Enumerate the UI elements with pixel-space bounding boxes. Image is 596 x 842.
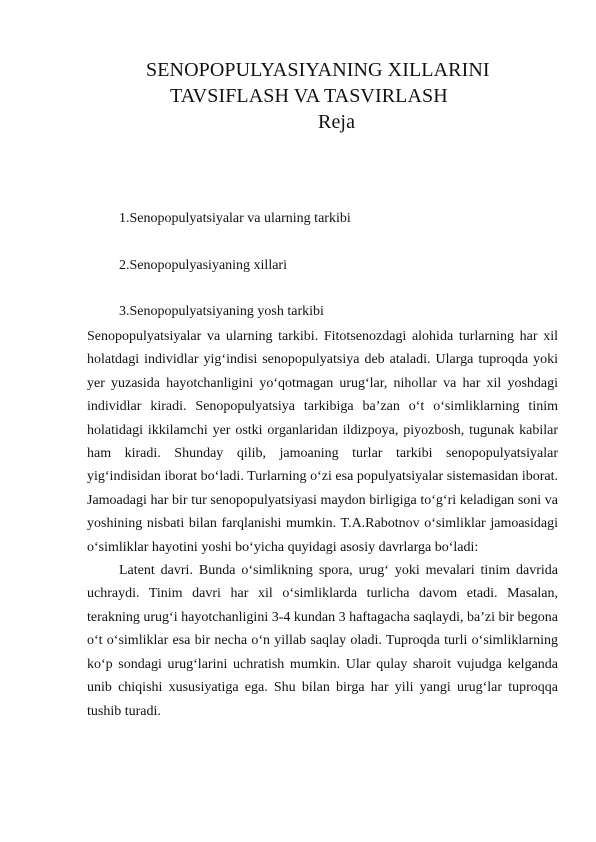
body-paragraph: Latent davri. Bunda o‘simlikning spora, urug‘ yoki mevalari tinim davrida uchraydi. Tinim davri har xil o‘simliklarda turlicha davom etadi. Masalan, terakning urug‘i hayotchanligini 3-4 kundan 3 haftagacha saqlaydi, ba’zi bir begona o‘t o‘simliklar esa bir necha o‘n yillab saqlay oladi. Tuproqda turli o‘simliklarning ko‘p sondagi urug‘larini uchratish mumkin. Ular qulay sharoit vujudga kelganda unib chiqishi xususiyatiga ega. Shu bilan birga har yili yangi urug‘lar tuproqqa tushib turadi. <box>87 563 558 719</box>
document-title-line-1: SENOPOPULYASIYANING XILLARINI <box>146 59 490 81</box>
document-title-line-2: TAVSIFLASH VA TASVIRLASH <box>170 85 448 107</box>
body-paragraph: Senopopulyatsiyalar va ularning tarkibi. Fitotsenozdagi alohida turlarning har xil holatdagi individlar yig‘indisi senopopulyatsiya deb ataladi. Ularga tuproqda yoki yer yuzasida hayotchanligini yo‘qotmagan urug‘lar, nihollar va har xil yoshdagi individlar kiradi. Senopopulyatsiya tarkibiga ba’zan o‘t o‘simliklarning tinim holatidagi ikkilamchi yer ostki organlaridan ildizpoya, piyozbosh, tugunak kabilar ham kiradi. Shunday qilib, jamoaning turlar tarkibi senopopulyatsiyalar yig‘indisidan iborat bo‘ladi. Turlarning o‘zi esa populyatsiyalar sistemasidan iborat. Jamoadagi har bir tur senopopulyatsiyasi maydon birligiga to‘g‘ri keladigan soni va yoshining nisbati bilan farqlanishi mumkin. T.A.Rabotnov o‘simliklar jamoasidagi o‘simliklar hayotini yoshi bo‘yicha quyidagi asosiy davrlarga bo‘ladi: <box>87 329 558 555</box>
plan-item: 1.Senopopulyatsiyalar va ularning tarkibi <box>119 211 351 226</box>
body-text <box>87 325 558 723</box>
plan-item: 2.Senopopulyasiyaning xillari <box>119 258 287 273</box>
plan-heading: Reja <box>318 111 356 133</box>
plan-item: 3.Senopopulyatsiyaning yosh tarkibi <box>119 304 324 319</box>
